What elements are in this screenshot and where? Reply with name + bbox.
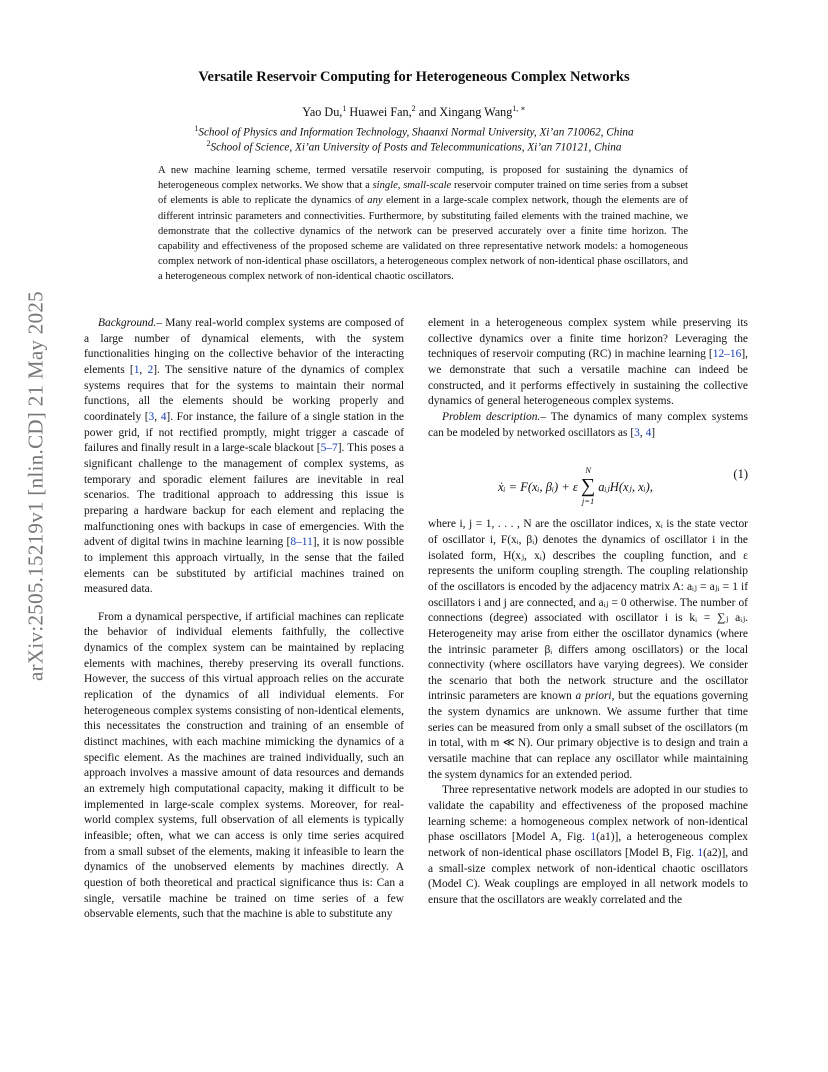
figure-link[interactable]: 1: [590, 831, 597, 844]
equation-1: [428, 447, 748, 509]
citation-link[interactable]: 8–11: [290, 536, 313, 549]
paragraph: [428, 517, 748, 783]
abstract-emphasis: single, small-scale: [372, 180, 452, 192]
paragraph: From a dynamical perspective, if artificial machines can replicate the behavior of individual elements faithfully, the collective dynamics of the complex system can be maintained by replacing elements with machines, thereby preserving its overall functions. However, the success of this virtual approach relies on the accurate replication of the dynamics of all individual elements. For heterogeneous complex systems consisting of non-identical elements, this necessitates the construction and training of an ensemble of distinct machines, with each machine mimicking the dynamics of a specific element. As the machines are trained individually, such an approach involves a massive amount of data resources and demands an extremely high computational capacity, making it difficult to be implemented in large-scale complex systems. Moreover, for real-world complex systems, full observation of all elements is typically infeasible; often, what we can access is only time series acquired from a small subset of the elements, making it infeasible to learn the dynamics of the unobserved elements by machines directly. A question of both theoretical and practical significance thus is: Can a single, versatile machine be trained on time series of a few observable elements, such that the machine is able to substitute any: [84, 610, 404, 921]
author-affil-mark: 1, ∗: [512, 104, 526, 113]
affiliation: [0, 139, 828, 154]
paragraph: [428, 316, 748, 410]
left-column: [84, 316, 404, 923]
citation-link[interactable]: 3: [634, 426, 640, 439]
sum-lower-limit: j=1: [581, 496, 595, 507]
citation-link[interactable]: 5–7: [320, 442, 338, 455]
body-text: (a2)], and a small-size complex network of non-identical chaotic oscillators (Model C). Weak couplings are employed in all network models to ensure that the oscillators are weakly correlated and the: [428, 847, 748, 906]
paragraph: [428, 783, 748, 908]
arxiv-sidebar: [22, 286, 50, 686]
equation-rhs: aᵢⱼH(xⱼ, xᵢ),: [598, 480, 653, 495]
paper-title: Versatile Reservoir Computing for Heterogeneous Complex Networks: [198, 69, 630, 85]
affiliation-mark: 1: [194, 124, 199, 133]
equation-body: [498, 467, 653, 509]
right-column: [428, 316, 748, 909]
author-name: Huawei Fan,: [349, 105, 412, 120]
abstract-emphasis: any: [367, 195, 383, 207]
sum-upper-limit: N: [585, 465, 591, 476]
citation-link[interactable]: 2: [147, 363, 154, 376]
section-runin-heading: Problem description.: [442, 410, 541, 423]
equation-lhs: ẋᵢ = F(xᵢ, βᵢ) + ε: [498, 480, 578, 495]
author-list: [0, 104, 828, 120]
body-text: ]. This poses a significant challenge to the management of complex systems, as temporary and sporadic element failures are inevitable in real scenarios. The traditional approach to addressing this issue is preparing a hardware backup for each element and replacing the malfunctioning ones with backups in case of emergencies. With the advent of digital twins in machine learning [: [84, 442, 405, 549]
abstract-text: reservoir computer trained on time series from a subset of elements is able to replicate the dynamics of: [158, 180, 688, 207]
author-affil-mark: 2: [411, 104, 416, 113]
body-text: ]: [651, 426, 656, 439]
body-text: ]. For instance, the failure of a single station in the power grid, if not rectified promptly, might trigger a cascade of failures and finally result in a large-scale blackout [: [84, 410, 405, 455]
body-text: (a1)], a heterogeneous complex network of non-identical phase oscillators [Model B, Fig.: [428, 831, 748, 860]
body-text: ]. The sensitive nature of the dynamics of complex systems requires that for the systems to maintain their normal functions, all the elements should be working properly and coordinately [: [84, 363, 405, 423]
author-name: Yao Du,: [302, 105, 343, 120]
paragraph: Background.– Many real-world complex systems are composed of a large number of dynamical elements, with the system functionalities hinging on the collective behavior of the interacting elements [1, 2]. The sensitive nature of the dynamics of complex systems requires that for the systems to maintain their normal functions, all the elements should be working properly and coordinately [3, 4]. For instance, the failure of a single station in the power grid, if not rectified promptly, might trigger a cascade of failures and finally result in a large-scale blackout [5–7]. This poses a significant challenge to the management of complex systems, as temporary and sporadic element failures are inevitable in real scenarios. The traditional approach to addressing this issue is preparing a hardware backup for each element and replacing the malfunctioning ones with backups in case of emergencies. With the advent of digital twins in machine learning [8–11], it is now possible to implement this approach virtually, in the sense that the failed elements can be substituted by artificial machines trained on measured data.: [84, 317, 405, 596]
body-text: ], it is now possible to implement this approach virtually, in the sense that the failed elements can be substituted by artificial machines trained on measured data.: [84, 536, 405, 596]
body-text: ], we demonstrate that such a versatile machine can indeed be constructed, and it performs effectively in sustaining the collective dynamics of general heterogeneous complex systems.: [428, 348, 748, 408]
body-text: where i, j = 1, . . . , N are the oscillator indices, xᵢ is the state vector of oscillator i, F(xᵢ, βᵢ) denotes the dynamics of oscillator i in the isolated form, H(xⱼ, xᵢ) describes the coupling function, and ε represents the uniform coupling strength. The coupling relationship of the oscillators is encoded by the adjacency matrix A: aᵢⱼ = aⱼᵢ = 1 if oscillators i and j are connected, and aᵢⱼ = 0 otherwise. The number of connections (degree) associated with oscillator i is kᵢ = ∑ⱼ aᵢⱼ. Heterogeneity may arise from either the oscillator dynamics (where the intrinsic parameter βᵢ differs among oscillators) or the local connectivity (where oscillators have varying degrees). We consider the scenario that both the network structure and the oscillator intrinsic parameters are known: [428, 518, 748, 703]
affiliation-text: School of Science, Xi’an University of Posts and Telecommunications, Xi’an 710121, China: [210, 141, 622, 154]
citation-link[interactable]: 1: [133, 363, 140, 376]
body-text: Three representative network models are adopted in our studies to validate the capability and effectiveness of the proposed machine learning scheme: a homogeneous complex network of non-identical phase oscillators [Model A, Fig.: [428, 784, 748, 844]
citation-link[interactable]: 12–16: [712, 348, 742, 361]
citation-link[interactable]: 3: [148, 410, 155, 423]
citation-link[interactable]: 4: [160, 410, 167, 423]
body-text: – The dynamics of many complex systems can be modeled by networked oscillators as [: [428, 410, 748, 439]
abstract-text: A new machine learning scheme, termed versatile reservoir computing, is proposed for sustaining the dynamics of heterogeneous complex networks. We show that a: [158, 165, 688, 192]
emphasis-text: a priori: [575, 690, 612, 703]
summation-symbol: [581, 465, 595, 507]
affiliation: [0, 124, 828, 139]
author-conjunction: and: [418, 105, 437, 120]
citation-link[interactable]: 4: [645, 426, 652, 439]
section-runin-heading: Background.: [98, 317, 157, 329]
body-text: – Many real-world complex systems are composed of a large number of dynamical elements, with the system functionalities hinging on the collective behavior of the interacting elements [: [84, 317, 404, 376]
arxiv-identifier: arXiv:2505.15219v1 [nlin.CD] 21 May 2025: [23, 291, 48, 681]
body-text: element in a heterogeneous complex system while preserving its collective dynamics over a finite time horizon? Leveraging the techniques of reservoir computing (RC) in machine learning [: [428, 317, 748, 361]
affiliation-text: School of Physics and Information Technology, Shaanxi Normal University, Xi’an 710062, China: [198, 126, 634, 139]
author-affil-mark: 1: [342, 104, 347, 113]
author-name: Xingang Wang: [439, 105, 513, 120]
abstract-text: element in a large-scale complex network, though the elements are of different intrinsic parameters and connectivities. Furthermore, by substituting failed elements with the trained machine, we demonstrate that the collective dynamics of the network can be preserved accurately over a finite time horizon. The capability and effectiveness of the proposed scheme are validated on three representative network models: a homogeneous complex network of non-identical phase oscillators, a heterogeneous complex network of non-identical phase oscillators, and a heterogeneous complex network of non-identical chaotic oscillators.: [158, 195, 689, 283]
affiliation-mark: 2: [206, 139, 211, 148]
equation-number: (1): [733, 467, 748, 482]
abstract: [158, 163, 688, 285]
body-text: , but the equations governing the system dynamics are unknown. We assume further that time series can be measured from only a small subset of the oscillators (m in total, with m ≪ N). Our primary objective is to design and train a versatile machine that can replace any oscillator while maintaining the system dynamics for an extended period.: [428, 690, 749, 781]
sigma-glyph: ∑: [580, 475, 596, 498]
paragraph: Problem description.– The dynamics of many complex systems can be modeled by networked oscillators as [3, 4]: [428, 410, 748, 439]
figure-link[interactable]: 1: [697, 847, 704, 860]
